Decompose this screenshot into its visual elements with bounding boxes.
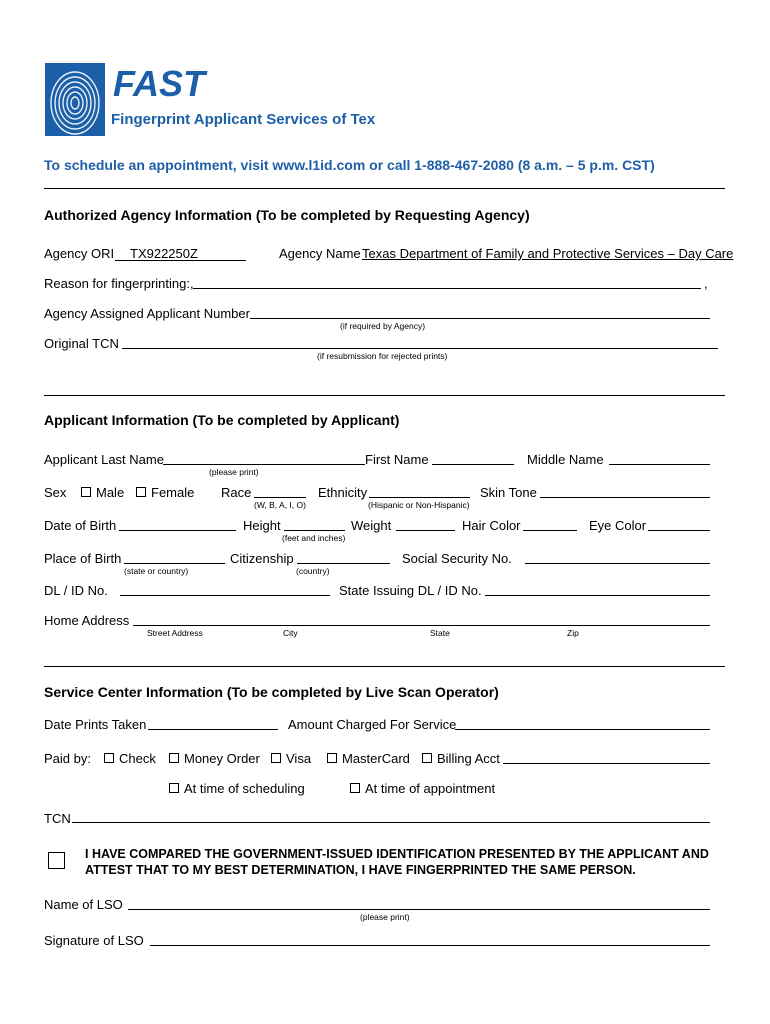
money-order-checkbox[interactable]: [169, 753, 179, 763]
divider: [44, 395, 725, 396]
pob-label: Place of Birth: [44, 551, 122, 566]
address-hint-street: Street Address: [147, 628, 203, 638]
eye-color-label: Eye Color: [589, 518, 647, 533]
payment-visa[interactable]: [271, 751, 311, 766]
agency-name-value: Texas Department of Family and Protective Services – Day Care: [362, 246, 734, 261]
fast-logo: [45, 63, 375, 138]
reason-label: Reason for fingerprinting:: [44, 276, 190, 291]
middle-name-field[interactable]: [609, 464, 710, 465]
race-label: Race: [221, 485, 252, 500]
fingerprint-icon: [45, 63, 375, 138]
ssn-field[interactable]: [525, 563, 710, 564]
visa-checkbox[interactable]: [271, 753, 281, 763]
billing-acct-field[interactable]: [503, 763, 710, 764]
original-tcn-hint: (if resubmission for rejected prints): [317, 351, 448, 361]
logo-title: FAST: [113, 63, 206, 104]
payment-check[interactable]: [104, 751, 156, 766]
dl-state-field[interactable]: [485, 595, 710, 596]
address-hint-state: State: [430, 628, 450, 638]
male-option[interactable]: [81, 485, 124, 500]
address-hint-zip: Zip: [567, 628, 579, 638]
billing-acct-checkbox[interactable]: [422, 753, 432, 763]
dl-field[interactable]: [120, 595, 330, 596]
tcn-label: TCN: [44, 811, 71, 826]
height-field[interactable]: [284, 530, 345, 531]
lso-name-hint: (please print): [360, 912, 410, 922]
timing-appointment-label: At time of appointment: [365, 781, 496, 796]
address-hint-city: City: [283, 628, 298, 638]
check-checkbox[interactable]: [104, 753, 114, 763]
applicant-number-label: Agency Assigned Applicant Number: [44, 306, 250, 321]
attest-checkbox[interactable]: [48, 852, 65, 869]
agency-ori-field[interactable]: [115, 246, 246, 261]
lso-name-label: Name of LSO: [44, 897, 123, 912]
last-name-field[interactable]: [163, 464, 365, 465]
address-field[interactable]: [133, 625, 710, 626]
agency-name-label: Agency Name: [279, 246, 361, 261]
middle-name-label: Middle Name: [527, 452, 604, 467]
logo-subtitle: Fingerprint Applicant Services of Texas: [111, 111, 375, 128]
reason-field[interactable]: [193, 288, 701, 289]
first-name-label: First Name: [365, 452, 429, 467]
amount-label: Amount Charged For Service: [288, 717, 457, 732]
male-checkbox[interactable]: [81, 487, 91, 497]
pob-field[interactable]: [124, 563, 225, 564]
divider: [44, 188, 725, 189]
timing-scheduling[interactable]: [169, 781, 305, 796]
skin-tone-label: Skin Tone: [480, 485, 537, 500]
mastercard-checkbox[interactable]: [327, 753, 337, 763]
eye-color-field[interactable]: [648, 530, 710, 531]
payment-billing-acct-label: Billing Acct: [437, 751, 500, 766]
payment-money-order-label: Money Order: [184, 751, 260, 766]
payment-mastercard[interactable]: [327, 751, 410, 766]
weight-label: Weight: [351, 518, 392, 533]
appointment-checkbox[interactable]: [350, 783, 360, 793]
agency-section-heading: Authorized Agency Information (To be completed by Requesting Agency): [44, 207, 530, 223]
attest-statement: I HAVE COMPARED THE GOVERNMENT-ISSUED IDENTIFICATION PRESENTED BY THE APPLICANT AND ATTEST THAT TO MY BEST DETERMINATION, I HAVE FINGERPRINTED THE SAME PERSON.: [85, 847, 709, 877]
citizenship-field[interactable]: [297, 563, 390, 564]
dob-field[interactable]: [119, 530, 236, 531]
address-label: Home Address: [44, 613, 130, 628]
reason-start: ,: [190, 276, 194, 291]
lso-signature-label: Signature of LSO: [44, 933, 144, 948]
schedule-line: To schedule an appointment, visit www.l1id.com or call 1-888-467-2080 (8 a.m. – 5 p.m. CST): [44, 157, 655, 173]
female-option[interactable]: [136, 485, 194, 500]
payment-billing-acct[interactable]: [422, 751, 500, 766]
ethnicity-hint: (Hispanic or Non-Hispanic): [368, 500, 470, 510]
payment-money-order[interactable]: [169, 751, 260, 766]
female-checkbox[interactable]: [136, 487, 146, 497]
male-label: Male: [96, 485, 125, 500]
citizenship-label: Citizenship: [230, 551, 294, 566]
date-prints-label: Date Prints Taken: [44, 717, 147, 732]
sex-label: Sex: [44, 485, 67, 500]
lso-name-field[interactable]: [128, 909, 710, 910]
applicant-section-heading: Applicant Information (To be completed by Applicant): [44, 412, 400, 428]
payment-visa-label: Visa: [286, 751, 312, 766]
agency-ori-value: TX922250Z: [130, 246, 198, 261]
hair-color-field[interactable]: [523, 530, 577, 531]
original-tcn-label: Original TCN: [44, 336, 119, 351]
last-name-hint: (please print): [209, 467, 259, 477]
payment-check-label: Check: [119, 751, 156, 766]
ssn-label: Social Security No.: [402, 551, 512, 566]
reason-end: ,: [704, 276, 708, 291]
dob-label: Date of Birth: [44, 518, 117, 533]
applicant-number-hint: (if required by Agency): [340, 321, 426, 331]
height-hint: (feet and inches): [282, 533, 346, 543]
original-tcn-field[interactable]: [122, 348, 718, 349]
paid-by-label: Paid by:: [44, 751, 91, 766]
tcn-field[interactable]: [72, 822, 710, 823]
race-field[interactable]: [254, 497, 306, 498]
height-label: Height: [243, 518, 281, 533]
ethnicity-label: Ethnicity: [318, 485, 368, 500]
timing-appointment[interactable]: [350, 781, 495, 796]
agency-ori-label: Agency ORI: [44, 246, 115, 261]
weight-field[interactable]: [396, 530, 455, 531]
hair-color-label: Hair Color: [462, 518, 521, 533]
citizenship-hint: (country): [296, 566, 330, 576]
dl-label: DL / ID No.: [44, 583, 108, 598]
ethnicity-field[interactable]: [369, 497, 470, 498]
female-label: Female: [151, 485, 195, 500]
race-hint: (W, B, A, I, O): [254, 500, 306, 510]
applicant-number-field[interactable]: [250, 318, 710, 319]
skin-tone-field[interactable]: [540, 497, 710, 498]
last-name-label: Applicant Last Name: [44, 452, 164, 467]
scheduling-checkbox[interactable]: [169, 783, 179, 793]
pob-hint: (state or country): [124, 566, 189, 576]
timing-scheduling-label: At time of scheduling: [184, 781, 305, 796]
lso-signature-field[interactable]: [150, 945, 710, 946]
date-prints-field[interactable]: [148, 729, 278, 730]
service-section-heading: Service Center Information (To be completed by Live Scan Operator): [44, 684, 499, 700]
divider: [44, 666, 725, 667]
payment-mastercard-label: MasterCard: [342, 751, 410, 766]
first-name-field[interactable]: [432, 464, 514, 465]
amount-field[interactable]: [455, 729, 710, 730]
dl-state-label: State Issuing DL / ID No.: [339, 583, 482, 598]
